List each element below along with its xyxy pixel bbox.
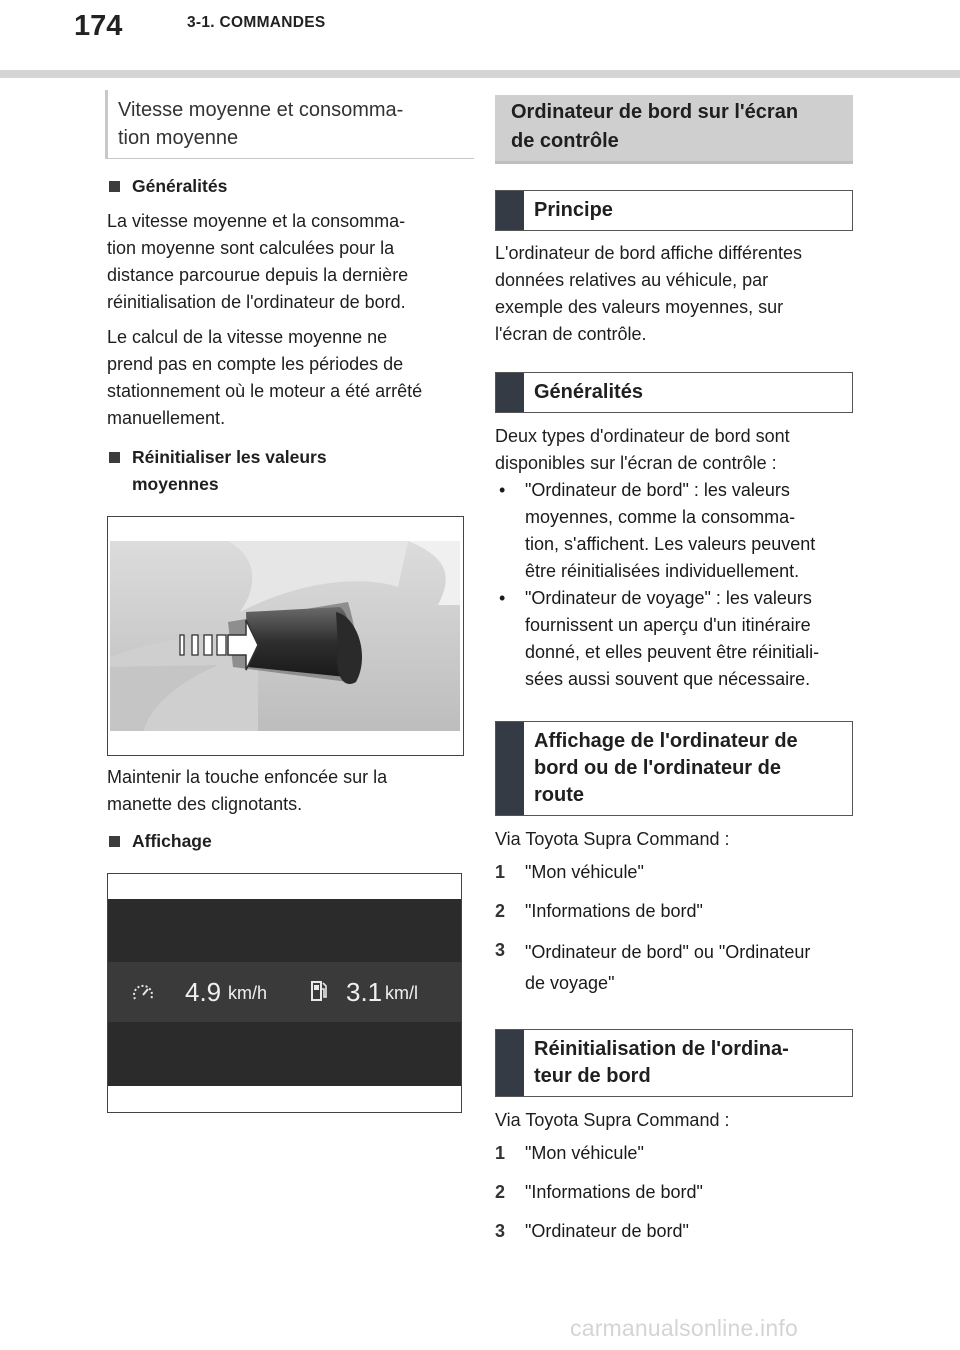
paragraph-parking: Le calcul de la vitesse moyenne ne prend pas en compte les périodes de stationnement où le moteur a été arrêté manuellement.: [107, 327, 423, 428]
speed-value: 4.9: [185, 977, 222, 1007]
step-item: [495, 859, 855, 886]
step-number: 1: [495, 1143, 506, 1163]
paragraph-types: Deux types d'ordinateur de bord sont disponibles sur l'écran de contrôle :: [495, 426, 790, 473]
left-column: [107, 90, 467, 1113]
list-item-text: "Ordinateur de bord" : les valeurs moyennes, comme la consomma- tion, s'affichent. Les valeurs peuvent être réinitialisées individuellement.: [525, 480, 816, 581]
step-item: [495, 1218, 855, 1245]
subheading-affichage: [107, 828, 467, 855]
list-item: [495, 477, 855, 585]
step-text: "Informations de bord": [525, 901, 703, 921]
bullet-dot-icon: •: [499, 480, 506, 500]
square-bullet-icon: [109, 836, 120, 847]
right-column: [495, 95, 855, 1245]
subheading-reset: [107, 444, 467, 498]
heading-text: Principe: [534, 199, 613, 221]
heading-generalites: [495, 372, 853, 413]
step-item: [495, 1140, 855, 1167]
heading-text: Généralités: [534, 381, 643, 403]
chapter-title: 3-1. COMMANDES: [187, 14, 326, 31]
subheading-text: Généralités: [132, 176, 228, 196]
square-bullet-icon: [109, 181, 120, 192]
fuel-pump-icon: [310, 979, 328, 1003]
consumption-value: 3.1: [346, 977, 383, 1007]
via-command-text: Via Toyota Supra Command :: [495, 1110, 730, 1130]
heading-reinitialisation: [495, 1029, 853, 1097]
consumption-unit: km/l: [385, 983, 418, 1003]
step-text: "Ordinateur de bord": [525, 1221, 689, 1241]
lever-drawing: [108, 517, 463, 755]
step-text: "Mon véhicule": [525, 862, 644, 882]
step-number: 2: [495, 1182, 506, 1202]
heading-text: Réinitialisation de l'ordina- teur de bord: [534, 1038, 789, 1087]
step-text: "Mon véhicule": [525, 1143, 644, 1163]
section-title-text: Vitesse moyenne et consomma- tion moyenne: [118, 99, 404, 149]
heading-bar: [496, 722, 524, 815]
reset-caption: Maintenir la touche enfoncée sur la manette des clignotants.: [107, 767, 388, 814]
speedometer-icon: [132, 983, 154, 1001]
step-item: [495, 1179, 855, 1206]
paragraph-principe: L'ordinateur de bord affiche différentes données relatives au véhicule, par exemple des valeurs moyennes, sur l'écran de contrôle.: [495, 243, 802, 344]
list-item: [495, 585, 855, 693]
step-number: 3: [495, 940, 506, 960]
heading-bar: [496, 191, 524, 230]
step-text: "Informations de bord": [525, 1182, 703, 1202]
display-screen-figure: [107, 873, 462, 1113]
heading-affichage: [495, 721, 853, 816]
subheading-text: Affichage: [132, 831, 212, 851]
lever-illustration: [107, 516, 464, 756]
heading-bar: [496, 1030, 524, 1096]
paragraph-calculation: La vitesse moyenne et la consomma- tion moyenne sont calculées pour la distance parcourue depuis la dernière réinitialisation de l'ordinateur de bord.: [107, 211, 409, 312]
heading-principe: [495, 190, 853, 231]
speed-unit: km/h: [228, 983, 268, 1003]
subheading-text: Réinitialiser les valeurs moyennes: [132, 447, 327, 494]
page-number: 174: [74, 10, 123, 42]
step-item: [495, 898, 855, 925]
heading-bar: [496, 373, 524, 412]
watermark: carmanualsonline.info: [570, 1315, 798, 1341]
step-number: 2: [495, 901, 506, 921]
step-item: [495, 937, 855, 999]
main-title-banner: [495, 95, 853, 164]
step-number: 3: [495, 1221, 506, 1241]
via-command-text: Via Toyota Supra Command :: [495, 829, 730, 849]
square-bullet-icon: [109, 452, 120, 463]
step-text: "Ordinateur de bord" ou "Ordinateur de voyage": [525, 942, 811, 993]
bullet-dot-icon: •: [499, 588, 506, 608]
section-title-average: [105, 90, 474, 159]
page-header: [0, 0, 960, 78]
header-rule: [0, 70, 960, 78]
step-number: 1: [495, 862, 506, 882]
main-title: Ordinateur de bord sur l'écran de contrôle: [511, 101, 799, 152]
list-item-text: "Ordinateur de voyage" : les valeurs fournissent un aperçu d'un itinéraire donné, et elles peuvent être réinitiali- sées aussi souvent que nécessaire.: [525, 588, 820, 689]
subheading-generalites: [107, 173, 467, 200]
heading-text: Affichage de l'ordinateur de bord ou de l'ordinateur de route: [534, 730, 798, 806]
display-screen: [108, 899, 461, 1086]
